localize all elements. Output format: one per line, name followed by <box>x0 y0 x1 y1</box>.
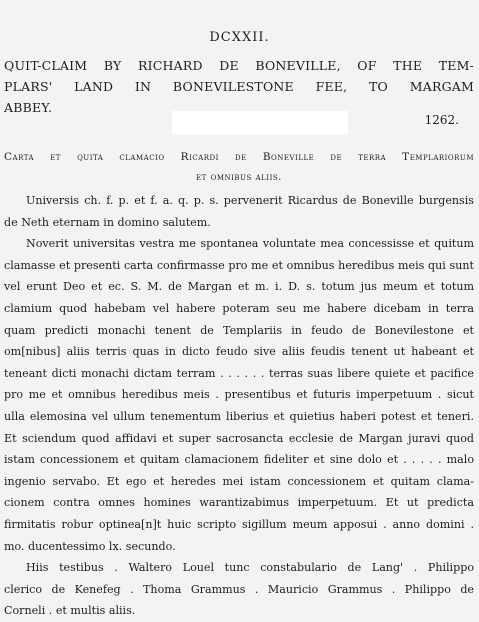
charter-number: DCXXII. <box>209 30 270 45</box>
body-line: pro me et omnibus heredibus meis . presentibus et futuris imperpetuum . sicut <box>4 388 474 402</box>
body-line: clamasse et presenti carta confirmasse pro me et omnibus heredibus meis qui sunt <box>4 258 474 272</box>
subtitle-line: et omnibus aliis. <box>196 171 282 183</box>
witness-line: clerico de Kenefeg . Thoma Grammus . Mauricio Grammus . Philippo de <box>4 582 474 596</box>
title-line: ABBEY. <box>4 100 53 115</box>
body-line: clamium quod habebam vel habere poteram seu me habere dicebam in terra <box>4 301 474 315</box>
body-line: istam concessionem et quitam clamacionem fideliter et sine dolo et . . . . . malo <box>4 453 474 467</box>
body-line: om[nibus] aliis terris quas in dicto feudo sive aliis feudis tenent ut habeant et <box>4 345 474 359</box>
body-line: vel erunt Deo et ec. S. M. de Margan et m. i. D. s. totum jus meum et totum <box>4 280 474 294</box>
subtitle-line: Carta et quita clamacio Ricardi de Boneville de terra Templariorum <box>4 151 474 163</box>
charter-title <box>4 55 474 118</box>
body-line: firmitatis robur optinea[n]t huic scripto sigillum meum apposui . anno domini . <box>4 517 474 531</box>
body-line: teneant dicti monachi dictam terram . . . . . . terras suas libere quiete et pacifice <box>4 366 474 380</box>
body-line: mo. ducentessimo lx. secundo. <box>4 539 176 553</box>
body-line: Universis ch. f. p. et f. a. q. p. s. pervenerit Ricardus de Boneville burgensis <box>26 194 474 207</box>
body-line: Et sciendum quod affidavi et super sacrosancta ecclesie de Margan juravi quod <box>4 431 474 445</box>
body-line: ulla elemosina vel ullum tenementum liberius et quietius haberi potest et teneri. <box>4 409 474 423</box>
body-line: cionem contra omnes homines warantizabimus imperpetuum. Et ut predicta <box>4 496 474 510</box>
charter-body <box>4 190 474 622</box>
body-line: quam predicti monachi tenent de Templariis in feudo de Bonevilestone et <box>4 323 474 337</box>
charter-year: 1262. <box>424 113 459 127</box>
witness-line: Hiis testibus . Waltero Louel tunc constabulario de Lang' . Philippo <box>26 561 474 575</box>
redaction-block <box>172 111 348 135</box>
body-line: ingenio servabo. Et ego et heredes mei istam concessionem et quitam clama- <box>4 474 474 488</box>
witness-line: Corneli . et multis aliis. <box>4 604 136 618</box>
body-line: de Neth eternam in domino salutem. <box>4 215 211 229</box>
title-line: PLARS' LAND IN BONEVILESTONE FEE, TO MARGAM <box>4 79 474 94</box>
title-line: QUIT-CLAIM BY RICHARD DE BONEVILLE, OF THE TEM- <box>4 58 474 73</box>
body-line: Noverit universitas vestra me spontanea voluntate mea concessisse et quitum <box>26 237 474 251</box>
charter-subtitle <box>4 147 474 187</box>
